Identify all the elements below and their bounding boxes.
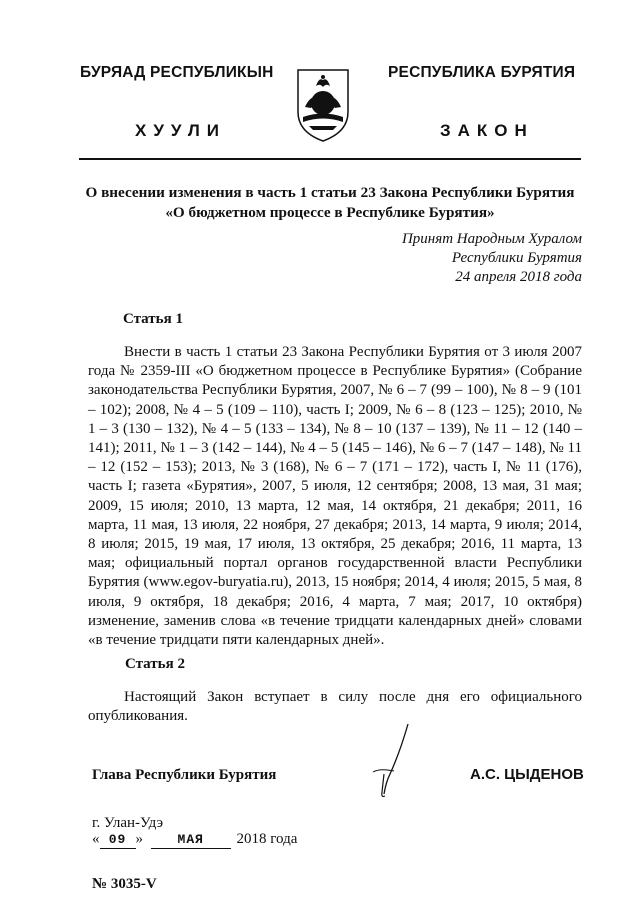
date-quote-open: « [92, 831, 100, 847]
date-day: 09 [100, 833, 136, 849]
date-quote-close: » [135, 831, 143, 847]
adoption-line-2: Республики Бурятия [451, 250, 582, 266]
adoption-line-1: Принят Народным Хуралом [401, 231, 582, 247]
header-left-subtitle: ХУУЛИ [135, 121, 226, 140]
date-year: 2018 года [236, 831, 298, 847]
header-right-title: РЕСПУБЛИКА БУРЯТИЯ [388, 64, 576, 81]
law-number: № 3035-V [92, 876, 157, 892]
law-title-line-1: О внесении изменения в часть 1 статьи 23 Закона Республики Бурятия [85, 184, 575, 201]
adoption-note [402, 230, 582, 287]
article-2-text: Настоящий Закон вступает в силу после дня его официального опубликования. [88, 689, 582, 725]
law-title-line-2: «О бюджетном процессе в Республике Бурятия» [165, 204, 495, 221]
date-month: МАЯ [151, 833, 231, 849]
signatory-name: А.С. ЦЫДЕНОВ [470, 766, 584, 783]
adoption-line-3: 24 апреля 2018 года [455, 269, 582, 285]
city: г. Улан-Удэ [92, 815, 164, 831]
header-right-subtitle: ЗАКОН [440, 121, 534, 140]
article-2-heading: Статья 2 [125, 656, 185, 672]
header-divider [79, 158, 581, 160]
coat-of-arms-icon [295, 66, 351, 144]
header-left-title: БУРЯАД РЕСПУБЛИКЫН [80, 64, 274, 81]
signatory-position: Глава Республики Бурятия [92, 767, 277, 783]
law-title [70, 183, 590, 223]
article-1-text: Внести в часть 1 статьи 23 Закона Республики Бурятия от 3 июля 2007 года № 2359-III «О бюджетном процессе в Республике Бурятия» (Собрание законодательства Республики Бурятия, 2007, № 6 – 7 (99 – 100), № 8 – 9 (101 – 102); 2008, № 4 – 5 (109 – 110), часть I; 2009, № 6 – 8 (123 – 125); 2010, № 1 – 3 (130 – 132), № 4 – 5 (133 – 134), № 8 – 10 (137 – 139), № 11 – 12 (140 – 141); 2011, № 1 – 3 (142 – 144), № 4 – 5 (145 – 146), № 6 – 7 (147 – 148), № 11 – 12 (152 – 153); 2013, № 3 (168), № 6 – 7 (171 – 172), часть I, № 11 (176), часть I; газета «Бурятия», 2007, 5 июля, 12 сентября; 2008, 13 мая, 31 мая; 2009, 15 июля; 2010, 13 марта, 12 мая, 14 октября, 21 декабря; 2011, 16 марта, 11 мая, 13 июля, 22 ноября, 27 декабря; 2013, 14 марта, 9 июля; 2014, 8 июля; 2015, 19 мая, 17 июля, 13 октября, 25 декабря; 2016, 11 марта, 13 мая; официальный портал органов государственной власти Республики Бурятия (www.egov-buryatia.ru), 2013, 15 ноября; 2014, 4 июля; 2015, 5 мая, 8 июля, 9 октября, 18 декабря; 2016, 4 марта, 7 мая; 2017, 10 октября) изменение, заменив слова «в течение тридцати календарных дней» словами «в течение тридцати пяти календарных дней». [88, 344, 582, 649]
signing-date [92, 831, 297, 849]
handwritten-signature [368, 722, 428, 802]
article-1-heading: Статья 1 [123, 311, 183, 327]
